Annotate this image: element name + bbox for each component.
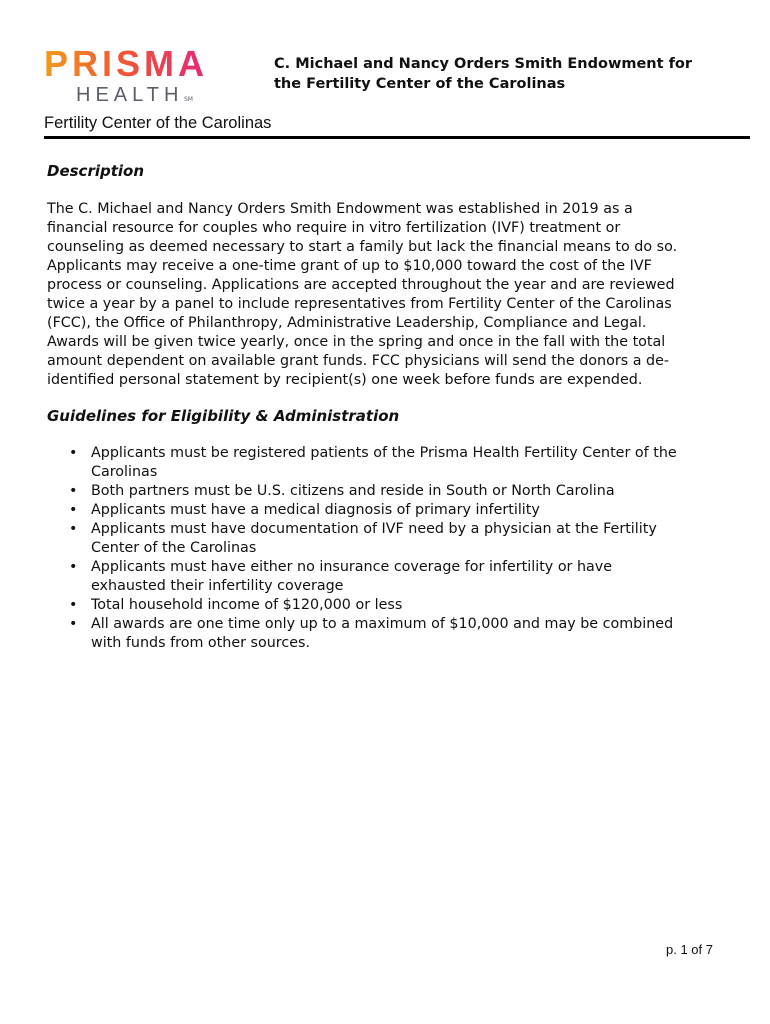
list-item: [47, 615, 737, 653]
list-item: [47, 482, 737, 501]
guidelines-heading: Guidelines for Eligibility & Administration: [47, 407, 400, 425]
list-item-text: All awards are one time only up to a maximum of $10,000 and may be combined with funds from other sources.: [91, 616, 674, 651]
organization-name: Fertility Center of the Carolinas: [44, 114, 272, 132]
header-divider: [44, 136, 750, 139]
prisma-health-logo: [44, 44, 224, 108]
list-item: [47, 520, 737, 558]
list-item-text: Total household income of $120,000 or less: [91, 597, 403, 613]
list-item-text: Both partners must be U.S. citizens and reside in South or North Carolina: [91, 483, 615, 499]
list-item: [47, 501, 737, 520]
bullet-icon: •: [69, 597, 78, 613]
description-heading: Description: [47, 162, 145, 180]
logo-health-text: HEALTH: [76, 84, 184, 106]
list-item: [47, 444, 737, 482]
bullet-icon: •: [69, 502, 78, 518]
logo-prisma-text: PRISMA: [44, 43, 209, 84]
bullet-icon: •: [69, 445, 78, 461]
guidelines-list: [47, 444, 737, 653]
description-paragraph: The C. Michael and Nancy Orders Smith Endowment was established in 2019 as a financial resource for couples who require in vitro fertilization (IVF) treatment or counseling as deemed necessary to start a family but lack the financial means to do so. Applicants may receive a one-time grant of up to $10,000 toward the cost of the IVF process or counseling. Applications are accepted throughout the year and are reviewed twice a year by a panel to include representatives from Fertility Center of the Carolinas (FCC), the Office of Philanthropy, Administrative Leadership, Compliance and Legal. Awards will be given twice yearly, once in the spring and once in the fall with the total amount dependent on available grant funds. FCC physicians will send the donors a de- identified personal statement by recipient(s) one week before funds are expended.: [47, 201, 678, 388]
bullet-icon: •: [69, 559, 78, 575]
logo-service-mark: SM: [184, 96, 193, 103]
bullet-icon: •: [69, 483, 78, 499]
bullet-icon: •: [69, 521, 78, 537]
page-number: p. 1 of 7: [666, 942, 713, 957]
list-item: [47, 596, 737, 615]
list-item: [47, 558, 737, 596]
list-item-text: Applicants must have documentation of IVF need by a physician at the Fertility Center of the Carolinas: [91, 521, 657, 556]
bullet-icon: •: [69, 616, 78, 632]
document-title: C. Michael and Nancy Orders Smith Endowment for the Fertility Center of the Carolinas: [274, 56, 693, 92]
list-item-text: Applicants must be registered patients of the Prisma Health Fertility Center of the Carolinas: [91, 445, 677, 480]
list-item-text: Applicants must have either no insurance coverage for infertility or have exhausted their infertility coverage: [91, 559, 613, 594]
list-item-text: Applicants must have a medical diagnosis of primary infertility: [91, 502, 540, 518]
